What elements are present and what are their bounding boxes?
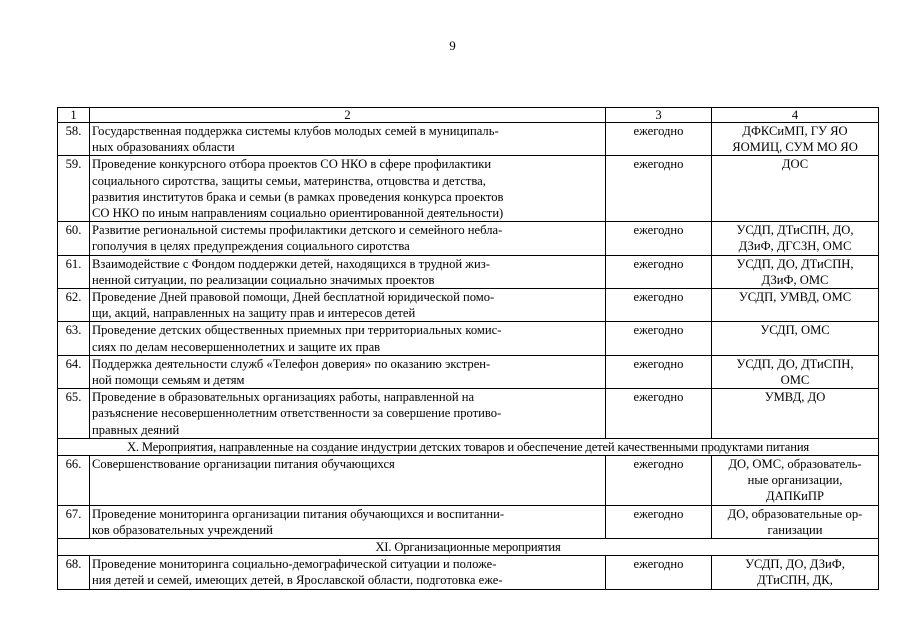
description-line: сиях по делам несовершеннолетних и защите их прав	[92, 339, 381, 354]
responsible-executors	[712, 289, 879, 322]
responsible-executors	[712, 255, 879, 288]
description-line: ков образовательных учреждений	[92, 522, 273, 537]
description-line: ной помощи семьям и детям	[92, 373, 245, 388]
table-row	[58, 156, 879, 222]
activity-term: ежегодно	[606, 255, 712, 288]
row-number: 58.	[58, 123, 90, 156]
description-line: Проведение мониторинга организации питания обучающихся и воспитанни-	[92, 506, 505, 521]
responsible-line: УСДП, ДТиСПН, ДО,	[736, 223, 854, 238]
description-line: Проведение детских общественных приемных при территориальных комис-	[92, 323, 502, 338]
responsible-line: ОМС	[780, 373, 810, 388]
description-line: Проведение конкурсного отбора проектов СО НКО в сфере профилактики	[92, 157, 492, 172]
table-row	[58, 289, 879, 322]
row-number: 61.	[58, 255, 90, 288]
description-line: ных образованиях области	[92, 140, 235, 155]
activity-description	[90, 389, 606, 439]
table-row	[58, 355, 879, 388]
description-line: ненной ситуации, по реализации социально значимых проектов	[92, 272, 435, 287]
activity-term: ежегодно	[606, 556, 712, 589]
table-row	[58, 389, 879, 439]
activity-description	[90, 289, 606, 322]
responsible-line: УСДП, УМВД, ОМС	[738, 290, 852, 305]
header-cell-num: 1	[58, 108, 90, 123]
description-line: щи, акций, направленных на защиту прав и интересов детей	[92, 306, 416, 321]
row-number: 64.	[58, 355, 90, 388]
responsible-line: ДЗиФ, ДГСЗН, ОМС	[738, 239, 852, 254]
responsible-line: ДТиСПН, ДК,	[757, 573, 833, 588]
responsible-executors	[712, 389, 879, 439]
section-heading-row	[58, 438, 879, 455]
page-number: 9	[449, 38, 456, 53]
description-line: СО НКО по иным направлениям социально ориентированной деятельности)	[92, 206, 504, 221]
description-line: Государственная поддержка системы клубов молодых семей в муниципаль-	[92, 124, 499, 138]
table-row	[58, 556, 879, 589]
row-number: 67.	[58, 505, 90, 538]
responsible-line: ДО, образовательные ор-	[727, 506, 863, 521]
description-line: Поддержка деятельности служб «Телефон доверия» по оказанию экстрен-	[92, 356, 491, 371]
action-plan-table	[57, 107, 879, 590]
activity-term: ежегодно	[606, 389, 712, 439]
responsible-executors	[712, 456, 879, 506]
responsible-executors	[712, 156, 879, 222]
table-row	[58, 322, 879, 355]
responsible-line: УСДП, ОМС	[760, 323, 830, 338]
description-line: Проведение мониторинга социально-демографической ситуации и положе-	[92, 557, 497, 572]
description-line: развития институтов брака и семьи (в рамках проведения конкурса проектов	[92, 189, 504, 204]
description-line: социального сиротства, защиты семьи, материнства, отцовства и детства,	[92, 173, 486, 188]
activity-term: ежегодно	[606, 156, 712, 222]
responsible-line: ДОС	[781, 157, 809, 172]
responsible-executors	[712, 222, 879, 255]
responsible-line: ДЗиФ, ОМС	[761, 272, 829, 287]
activity-term: ежегодно	[606, 505, 712, 538]
responsible-line: УМВД, ДО	[764, 390, 826, 405]
activity-description	[90, 505, 606, 538]
activity-term: ежегодно	[606, 222, 712, 255]
responsible-line: ные организации,	[747, 473, 843, 488]
header-cell-responsible: 4	[712, 108, 879, 123]
description-line: Проведение Дней правовой помощи, Дней бесплатной юридической помо-	[92, 290, 495, 305]
table-row	[58, 123, 879, 156]
responsible-executors	[712, 355, 879, 388]
activity-term: ежегодно	[606, 355, 712, 388]
responsible-line: ДАПКиПР	[765, 489, 825, 504]
section-heading: X. Мероприятия, направленные на создание индустрии детских товаров и обеспечение детей качественными продуктами питания	[58, 438, 879, 455]
activity-description	[90, 222, 606, 255]
responsible-line: ЯОМИЦ, СУМ МО ЯО	[732, 140, 858, 155]
activity-description	[90, 123, 606, 156]
activity-term: ежегодно	[606, 456, 712, 506]
responsible-line: ДО, ОМС, образователь-	[728, 457, 862, 472]
activity-term: ежегодно	[606, 322, 712, 355]
activity-description	[90, 156, 606, 222]
description-line: Проведение в образовательных организациях работы, направленной на	[92, 390, 475, 405]
table-header-row	[58, 108, 879, 123]
header-cell-description: 2	[90, 108, 606, 123]
description-line: Развитие региональной системы профилактики детского и семейного небла-	[92, 223, 503, 238]
row-number: 66.	[58, 456, 90, 506]
responsible-executors	[712, 505, 879, 538]
description-line: правных деяний	[92, 422, 180, 437]
activity-term: ежегодно	[606, 123, 712, 156]
activity-description	[90, 456, 606, 506]
responsible-line: УСДП, ДО, ДТиСПН,	[736, 356, 854, 371]
activity-description	[90, 322, 606, 355]
table-row	[58, 222, 879, 255]
action-plan-table-body	[58, 108, 879, 590]
responsible-executors	[712, 123, 879, 156]
description-line: Взаимодействие с Фондом поддержки детей, находящихся в трудной жиз-	[92, 256, 490, 271]
row-number: 59.	[58, 156, 90, 222]
responsible-executors	[712, 556, 879, 589]
section-heading: XI. Организационные мероприятия	[58, 539, 879, 556]
activity-term: ежегодно	[606, 289, 712, 322]
responsible-executors	[712, 322, 879, 355]
responsible-line: УСДП, ДО, ДТиСПН,	[736, 256, 854, 271]
table-row	[58, 456, 879, 506]
section-heading-row	[58, 539, 879, 556]
description-line: Совершенствование организации питания обучающихся	[92, 457, 395, 472]
header-cell-term: 3	[606, 108, 712, 123]
responsible-line: ганизации	[767, 522, 823, 537]
description-line: ния детей и семей, имеющих детей, в Ярославской области, подготовка еже-	[92, 573, 503, 588]
table-row	[58, 505, 879, 538]
activity-description	[90, 556, 606, 589]
description-line: гополучия в целях предупреждения социального сиротства	[92, 239, 410, 254]
row-number: 68.	[58, 556, 90, 589]
row-number: 63.	[58, 322, 90, 355]
description-line: разъяснение несовершеннолетним ответственности за совершение противо-	[92, 406, 502, 421]
table-row	[58, 255, 879, 288]
activity-description	[90, 355, 606, 388]
responsible-line: ДФКСиМП, ГУ ЯО	[742, 124, 848, 138]
activity-description	[90, 255, 606, 288]
row-number: 62.	[58, 289, 90, 322]
row-number: 60.	[58, 222, 90, 255]
row-number: 65.	[58, 389, 90, 439]
responsible-line: УСДП, ДО, ДЗиФ,	[745, 557, 845, 572]
